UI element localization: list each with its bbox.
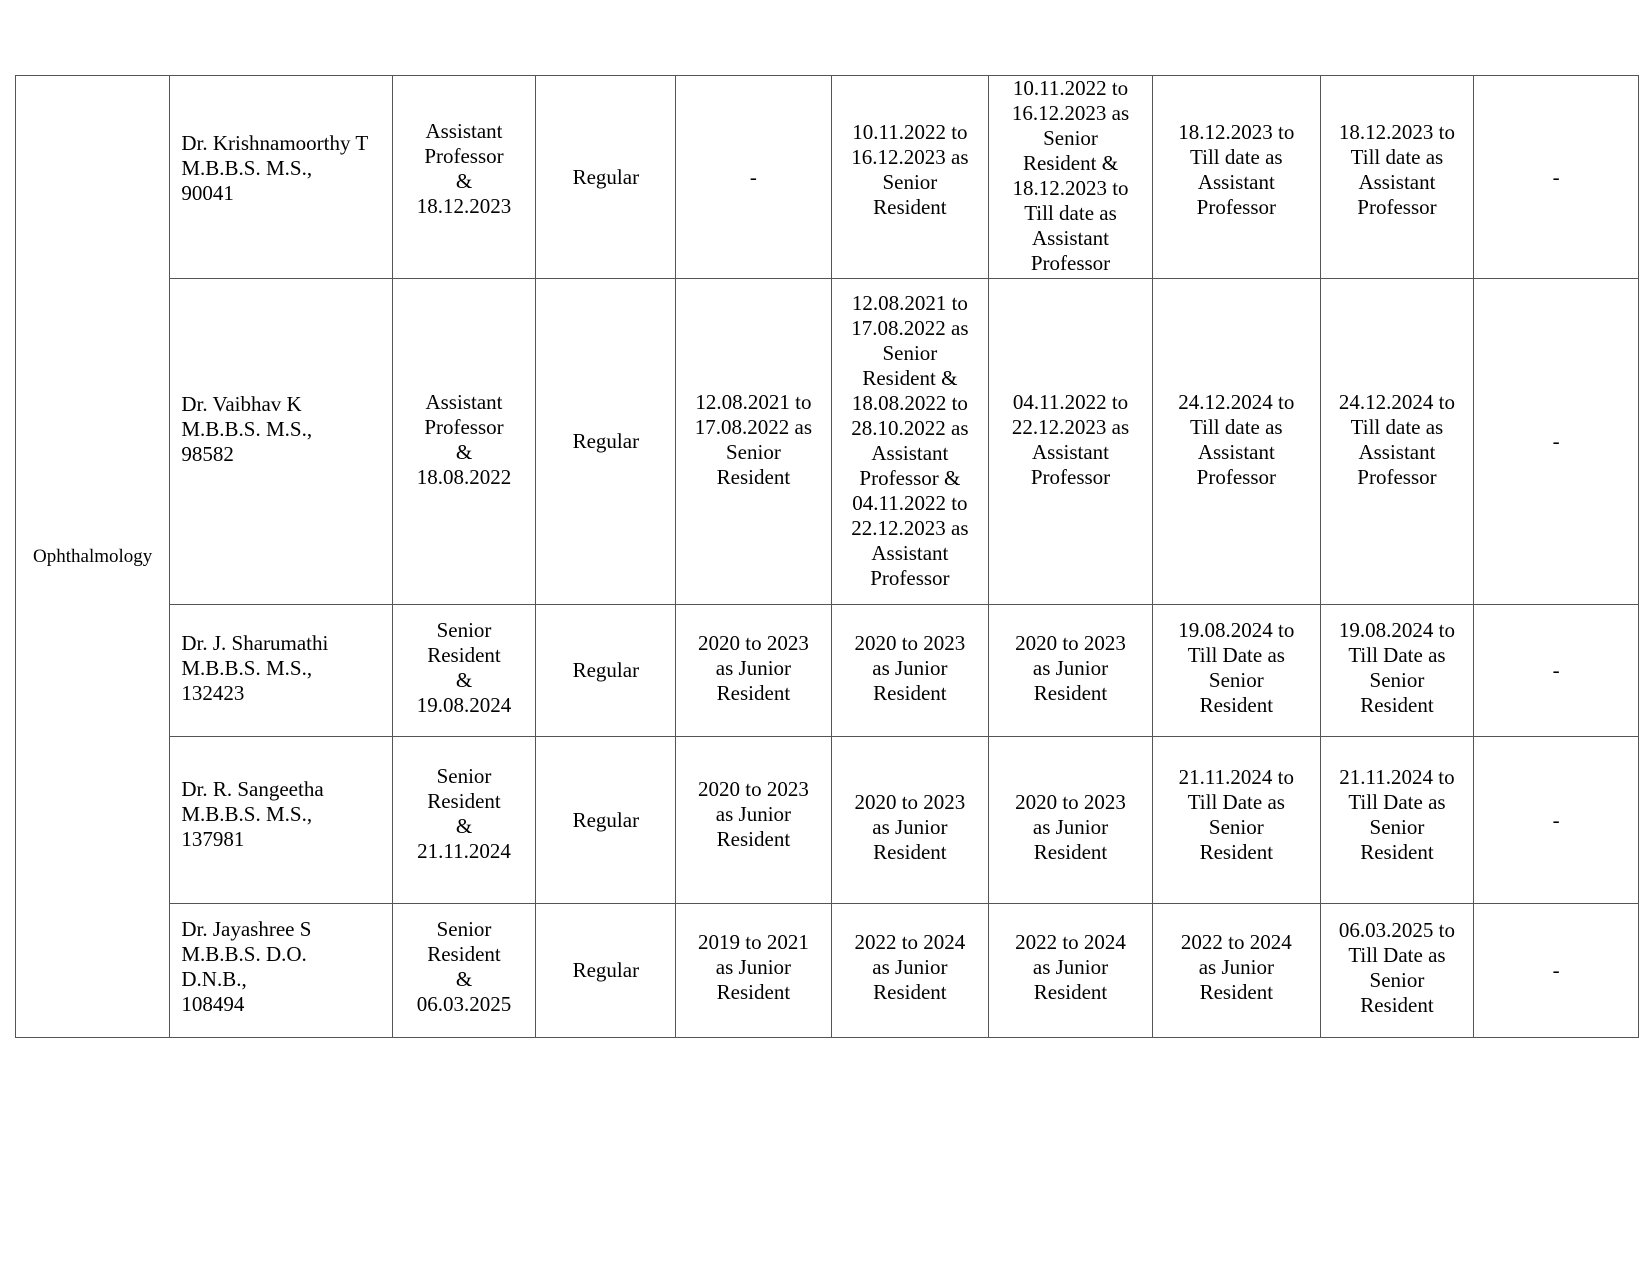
table-cell: 2022 to 2024 as Junior Resident: [831, 904, 989, 1038]
table-cell: -: [1474, 904, 1639, 1038]
table-cell: -: [1474, 605, 1639, 737]
table-cell: 19.08.2024 to Till Date as Senior Resident: [1152, 605, 1320, 737]
table-cell: 2022 to 2024 as Junior Resident: [989, 904, 1153, 1038]
faculty-table: [15, 75, 1639, 1038]
designation-cell: Senior Resident & 19.08.2024: [392, 605, 536, 737]
nature-cell: Regular: [536, 904, 676, 1038]
table-row: [16, 737, 1639, 904]
nature-cell: Regular: [536, 279, 676, 605]
nature-cell: Regular: [536, 605, 676, 737]
table-cell: 2020 to 2023 as Junior Resident: [831, 605, 989, 737]
table-cell: 12.08.2021 to 17.08.2022 as Senior Resident: [676, 279, 831, 605]
table-cell: 10.11.2022 to 16.12.2023 as Senior Resident: [831, 76, 989, 279]
table-cell: 2022 to 2024 as Junior Resident: [1152, 904, 1320, 1038]
table-cell: 2020 to 2023 as Junior Resident: [989, 737, 1153, 904]
table-cell: 2020 to 2023 as Junior Resident: [676, 737, 831, 904]
table-cell: 18.12.2023 to Till date as Assistant Professor: [1152, 76, 1320, 279]
designation-cell: Senior Resident & 06.03.2025: [392, 904, 536, 1038]
table-cell: 2020 to 2023 as Junior Resident: [831, 737, 989, 904]
faculty-name-cell: Dr. R. Sangeetha M.B.B.S. M.S., 137981: [170, 737, 392, 904]
table-cell: -: [1474, 279, 1639, 605]
table-row: [16, 904, 1639, 1038]
table-row: [16, 279, 1639, 605]
table-cell: 2020 to 2023 as Junior Resident: [676, 605, 831, 737]
designation-cell: Assistant Professor & 18.08.2022: [392, 279, 536, 605]
table-cell: 2020 to 2023 as Junior Resident: [989, 605, 1153, 737]
table-cell: 21.11.2024 to Till Date as Senior Resident: [1152, 737, 1320, 904]
table-cell: -: [676, 76, 831, 279]
table-cell: 18.12.2023 to Till date as Assistant Professor: [1320, 76, 1473, 279]
faculty-name-cell: Dr. Krishnamoorthy T M.B.B.S. M.S., 90041: [170, 76, 392, 279]
department-cell: Ophthalmology: [16, 76, 170, 1038]
table-cell: 21.11.2024 to Till Date as Senior Resident: [1320, 737, 1473, 904]
table-cell: 04.11.2022 to 22.12.2023 as Assistant Professor: [989, 279, 1153, 605]
table-cell: -: [1474, 76, 1639, 279]
table-row: [16, 76, 1639, 279]
designation-cell: Senior Resident & 21.11.2024: [392, 737, 536, 904]
designation-cell: Assistant Professor & 18.12.2023: [392, 76, 536, 279]
table-cell: -: [1474, 737, 1639, 904]
faculty-name-cell: Dr. Vaibhav K M.B.B.S. M.S., 98582: [170, 279, 392, 605]
table-row: [16, 605, 1639, 737]
table-cell: 10.11.2022 to 16.12.2023 as Senior Resident & 18.12.2023 to Till date as Assistant Professor: [989, 76, 1153, 279]
table-cell: 19.08.2024 to Till Date as Senior Resident: [1320, 605, 1473, 737]
table-cell: 24.12.2024 to Till date as Assistant Professor: [1152, 279, 1320, 605]
nature-cell: Regular: [536, 737, 676, 904]
table-cell: 2019 to 2021 as Junior Resident: [676, 904, 831, 1038]
table-cell: 12.08.2021 to 17.08.2022 as Senior Resident & 18.08.2022 to 28.10.2022 as Assistant Professor & 04.11.2022 to 22.12.2023 as Assistant Professor: [831, 279, 989, 605]
table-cell: 24.12.2024 to Till date as Assistant Professor: [1320, 279, 1473, 605]
nature-cell: Regular: [536, 76, 676, 279]
table-cell: 06.03.2025 to Till Date as Senior Resident: [1320, 904, 1473, 1038]
faculty-name-cell: Dr. Jayashree S M.B.B.S. D.O. D.N.B., 108494: [170, 904, 392, 1038]
faculty-name-cell: Dr. J. Sharumathi M.B.B.S. M.S., 132423: [170, 605, 392, 737]
